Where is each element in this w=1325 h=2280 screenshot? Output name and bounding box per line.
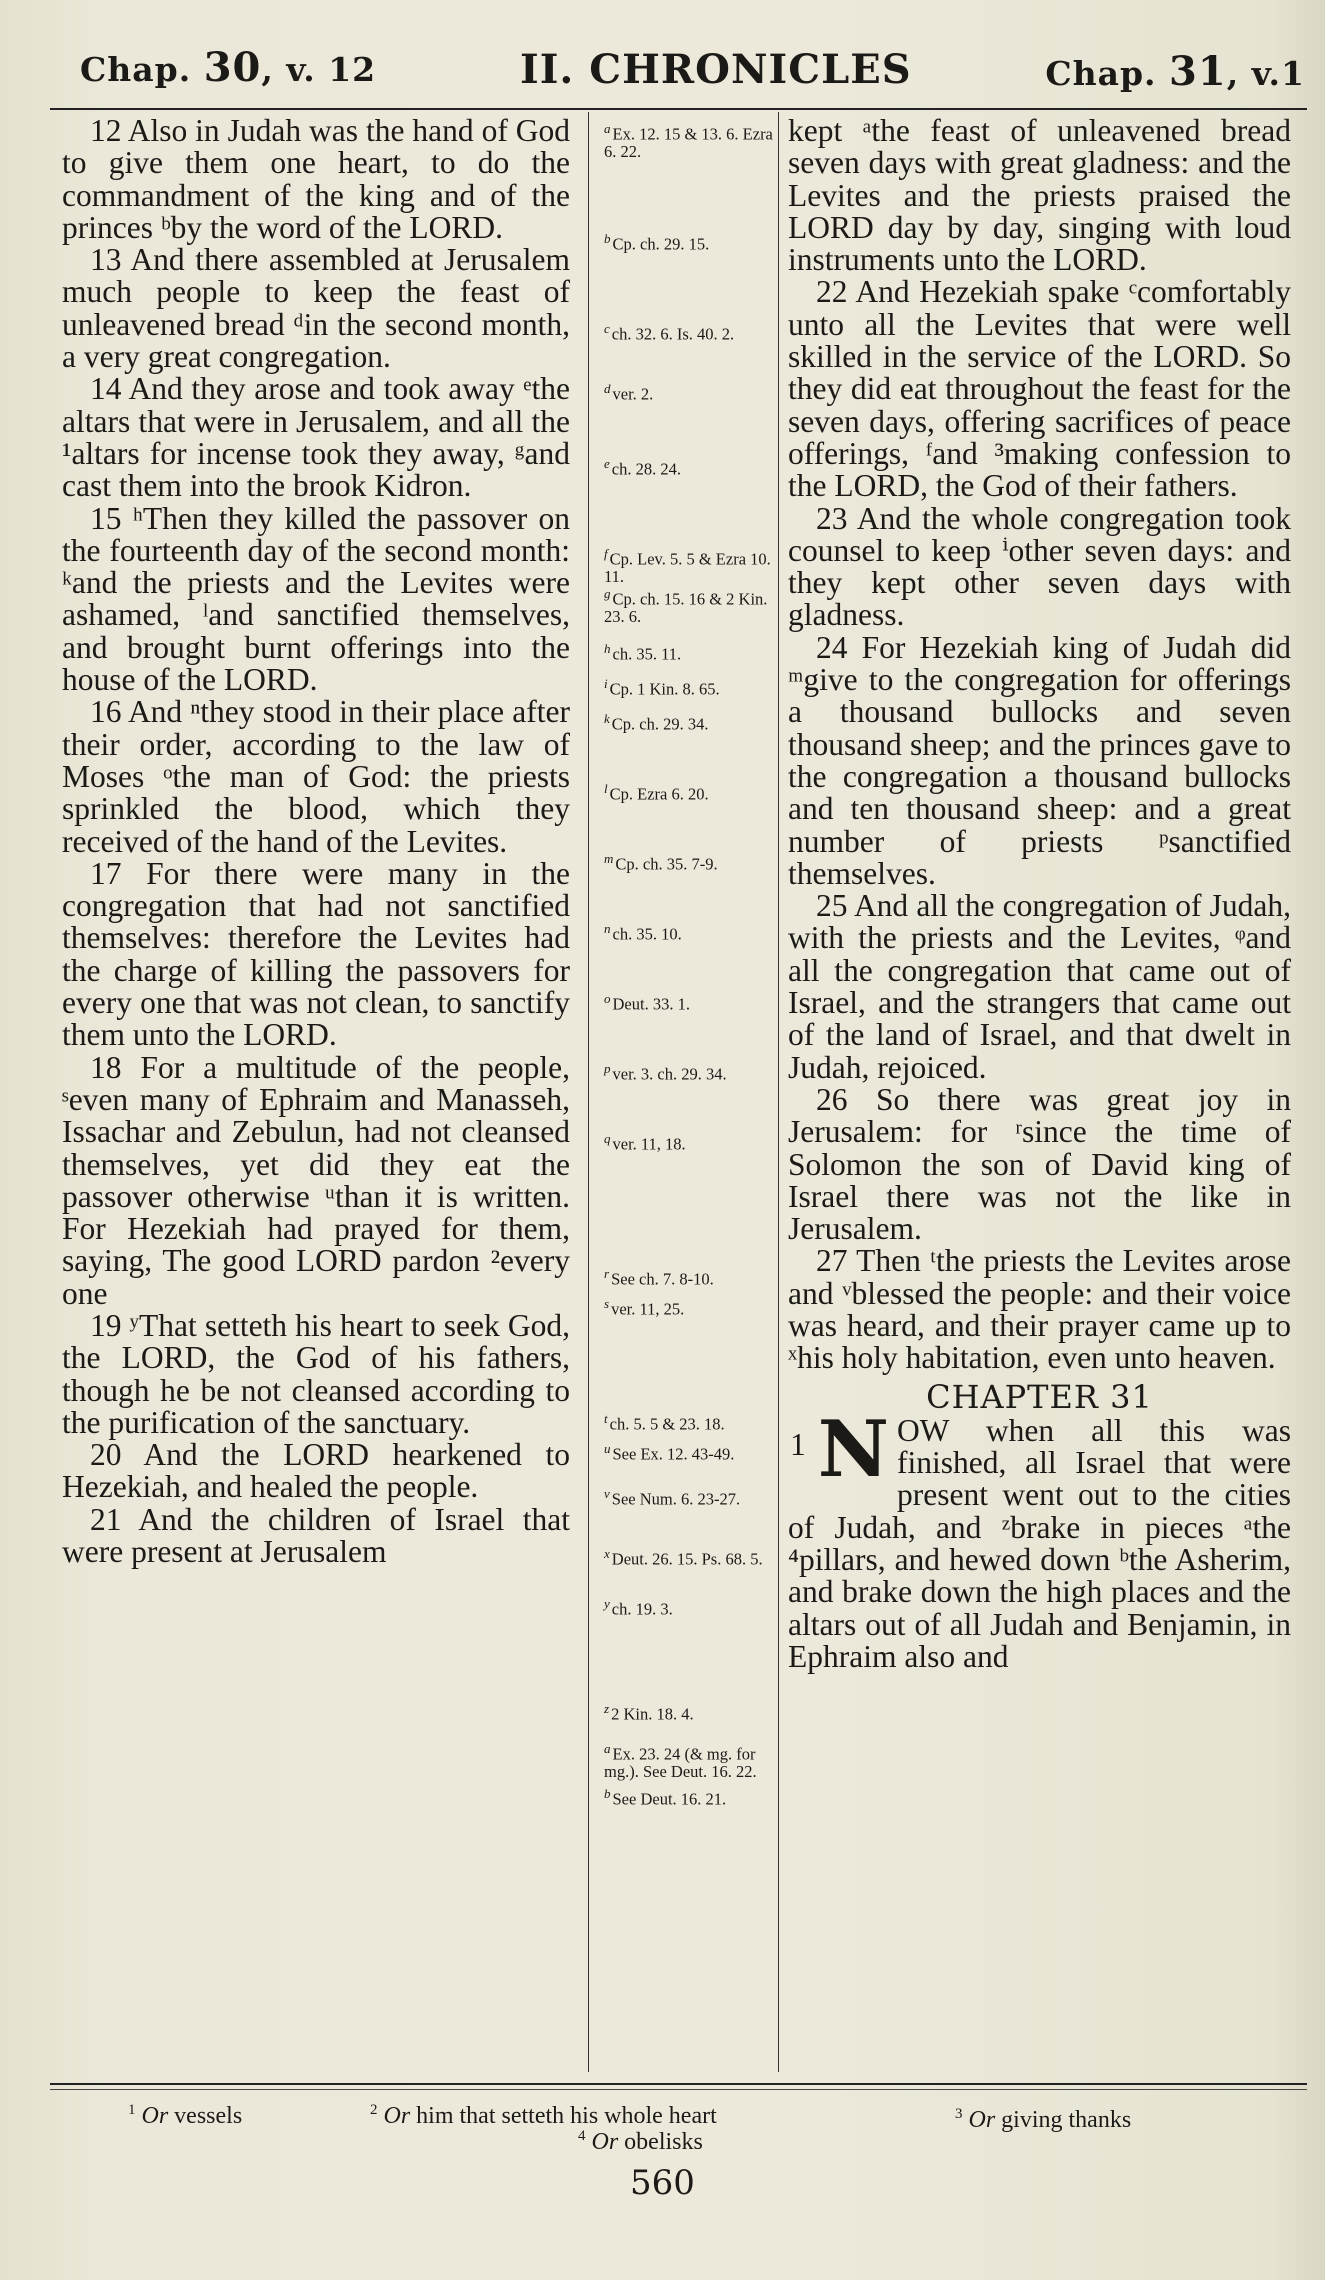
cross-reference-mark: c — [604, 321, 610, 336]
cross-reference-mark: e — [604, 456, 610, 471]
cross-reference-text: ch. 35. 11. — [612, 644, 682, 664]
cross-reference-text: ver. 11, 18. — [612, 1134, 686, 1154]
footnote-4: $^4$ Or obelisks — [578, 2128, 703, 2155]
verse — [62, 855, 570, 1053]
cross-reference-text: Deut. 26. 15. Ps. 68. 5. — [611, 1549, 763, 1569]
running-header — [80, 38, 1305, 108]
cross-reference — [604, 455, 774, 478]
verse — [788, 500, 1291, 633]
verse-number: 24 — [816, 629, 848, 665]
verse — [788, 890, 1291, 1084]
cross-reference-text: ver. 11, 25. — [611, 1299, 685, 1319]
footnotes — [0, 2098, 1325, 2158]
chapter-heading: CHAPTER 31 — [926, 1377, 1153, 1416]
chapter31-verse-1 — [788, 1403, 1291, 1674]
verse-number: 13 — [90, 242, 122, 278]
cross-reference — [604, 380, 774, 403]
cross-reference-mark: y — [604, 1596, 610, 1611]
cross-reference — [604, 710, 774, 733]
header-right-reference: Chap. 31, v.1 — [1045, 48, 1305, 95]
page-number: 560 — [630, 2163, 695, 2203]
cross-reference — [604, 920, 774, 943]
cross-reference — [604, 1060, 774, 1083]
verse-text: And all the congregation of Judah, with the priests and the Levites, ᵠand all the congregation that came out of Israel, and the strangers that came out of the land of Israel, and that dwelt in Judah, rejoiced. — [788, 888, 1292, 1085]
cross-reference-text: Cp. ch. 29. 34. — [611, 714, 709, 734]
verse-number: 22 — [816, 274, 848, 310]
cross-reference-mark: k — [604, 711, 610, 726]
cross-reference-text: Cp. Ezra 6. 20. — [609, 784, 709, 804]
right-text-column — [788, 115, 1291, 2075]
verse-text: So there was great joy in Jerusalem: for ʳsince the time of Solomon the son of David king of Israel there was not the like in Jerusalem. — [788, 1081, 1292, 1247]
cross-reference-text: Cp. ch. 35. 7-9. — [615, 854, 718, 874]
cross-reference-mark: t — [604, 1411, 608, 1426]
verse — [62, 696, 570, 857]
cross-reference — [604, 1545, 774, 1568]
verse-number: 20 — [90, 1437, 122, 1473]
cross-reference — [604, 1440, 774, 1463]
cross-reference-text: Cp. Lev. 5. 5 & Ezra 10. 11. — [604, 549, 771, 586]
cross-reference-text: ch. 28. 24. — [611, 459, 681, 479]
column-divider-left — [588, 112, 589, 2072]
cross-reference — [604, 990, 774, 1013]
verse — [788, 115, 1291, 276]
cross-reference-mark: g — [604, 586, 611, 601]
verse-text: ʸThat setteth his heart to seek God, the LORD, the God of his fathers, though he be not cleansed according to the purification of the sanctuary. — [62, 1307, 570, 1440]
cross-reference-text: ch. 35. 10. — [612, 924, 682, 944]
cross-reference-text: Ex. 23. 24 (& mg. for mg.). See Deut. 16. 22. — [604, 1744, 757, 1781]
verse-text: ʰThen they killed the passover on the fourteenth day of the second month: ᵏand the priests and the Levites were ashamed, ˡand sanctified themselves, and brought burnt offerings into the house of the LORD. — [62, 500, 571, 698]
cross-reference — [604, 675, 774, 698]
cross-reference-mark: p — [604, 1061, 611, 1076]
verse-text: And there assembled at Jerusalem much people to keep the feast of unleavened bread ᵈin the second month, a very great congregation. — [62, 242, 570, 375]
footnote-1: $^1$ Or vessels — [128, 2102, 243, 2129]
verse — [62, 373, 570, 502]
verse-text: And the whole congregation took counsel to keep ⁱother seven days: and they kept other seven days with gladness. — [788, 500, 1291, 633]
cross-reference-mark: o — [604, 991, 611, 1006]
footer-rule-thin — [50, 2089, 1307, 2090]
cross-reference-mark: v — [604, 1486, 610, 1501]
cross-reference-text: 2 Kin. 18. 4. — [611, 1704, 694, 1724]
cross-reference-mark: a — [604, 121, 611, 136]
cross-reference-mark: b — [604, 1786, 611, 1801]
verse-text: For there were many in the congregation that had not sanctified themselves: therefore the Levites had the charge of killing the passovers for every one that was not clean, to sanctify them unto the LORD. — [62, 855, 570, 1053]
column-divider-right — [778, 112, 779, 2072]
verse-text: Then ᵗthe priests the Levites arose and ᵛblessed the people: and their voice was heard, and their prayer came up to ˣhis holy habitation, even unto heaven. — [788, 1243, 1291, 1376]
cross-reference-text: Cp. ch. 15. 16 & 2 Kin. 23. 6. — [604, 589, 768, 626]
cross-reference-mark: h — [604, 641, 611, 656]
verse-text: OW when all this was finished, all Israel that were present went out to the cities of Judah, and ᶻbrake in pieces ᵃthe ⁴pillars, and hewed down ᵇthe Asherim, and brake down the high places and the altars out of all Judah and Benjamin, in Ephraim also and — [788, 1412, 1291, 1674]
cross-reference-text: ver. 3. ch. 29. 34. — [612, 1064, 727, 1084]
cross-reference-mark: b — [604, 231, 611, 246]
verse — [62, 500, 571, 698]
drop-cap: N — [817, 1403, 890, 1495]
cross-reference — [604, 1785, 774, 1808]
cross-reference — [604, 780, 774, 803]
cross-reference-text: See Ex. 12. 43-49. — [612, 1444, 735, 1464]
cross-reference-text: ver. 2. — [612, 384, 654, 404]
cross-reference — [604, 320, 774, 343]
verse-number: 23 — [816, 500, 848, 536]
verse — [62, 1439, 570, 1504]
cross-reference-mark: f — [604, 546, 608, 561]
verse-number: 12 — [90, 113, 122, 148]
verse-text: And the LORD hearkened to Hezekiah, and healed the people. — [62, 1437, 570, 1505]
verse-number: 21 — [90, 1501, 122, 1537]
cross-reference — [604, 1740, 774, 1780]
cross-reference-text: ch. 32. 6. Is. 40. 2. — [611, 324, 735, 344]
verse-number: 25 — [816, 888, 848, 924]
cross-reference-mark: r — [604, 1266, 610, 1281]
header-rule — [50, 108, 1307, 110]
cross-reference-text: See Deut. 16. 21. — [612, 1789, 727, 1809]
cross-reference — [604, 230, 774, 253]
verse-number: 15 — [90, 500, 122, 536]
cross-reference-text: See Num. 6. 23-27. — [611, 1489, 741, 1509]
verse-text: And they arose and took away ᵉthe altars that were in Jerusalem, and all the ¹altars for incense took they away, ᵍand cast them into the brook Kidron. — [62, 371, 570, 504]
verse-text: kept ᵃthe feast of unleavened bread seven days with great gladness: and the Levites and the priests praised the LORD day by day, singing with loud instruments unto the LORD. — [788, 113, 1291, 278]
verse — [62, 115, 570, 244]
cross-reference-mark: s — [604, 1296, 610, 1311]
cross-reference-text: ch. 19. 3. — [611, 1599, 673, 1619]
cross-reference-mark: x — [604, 1546, 610, 1561]
cross-reference-text: Cp. 1 Kin. 8. 65. — [609, 679, 720, 699]
cross-reference-mark: a — [604, 1741, 611, 1756]
cross-reference-text: Cp. ch. 29. 15. — [612, 234, 710, 254]
verse — [62, 1307, 570, 1440]
cross-reference — [604, 1410, 774, 1433]
verse-text: And the children of Israel that were present at Jerusalem — [62, 1501, 570, 1570]
verse-number: 1 — [790, 1426, 806, 1462]
cross-reference-mark: m — [604, 851, 614, 866]
verse — [62, 1501, 570, 1570]
verse-text: For a multitude of the people, ˢeven many of Ephraim and Manasseh, Issachar and Zebulun, had not cleansed themselves, yet did they eat the passover otherwise ᵘthan it is written. For Hezekiah had prayed for them, saying, The good LORD pardon ²every one — [62, 1049, 571, 1311]
verse-text: And ⁿthey stood in their place after their order, according to the law of Moses ᵒthe man of God: the priests sprinkled the blood, which they received of the hand of the Levites. — [62, 694, 570, 859]
cross-reference-mark: u — [604, 1441, 611, 1456]
cross-reference — [604, 120, 774, 160]
header-left-reference: Chap. 30, v. 12 — [80, 44, 377, 91]
verse-text: Also in Judah was the hand of God to give them one heart, to do the commandment of the king and of the princes ᵇby the word of the LORD. — [62, 113, 570, 245]
cross-reference — [604, 1130, 774, 1153]
left-text-column — [62, 115, 570, 2075]
footnote-3: $^3$ Or giving thanks — [955, 2106, 1132, 2133]
cross-reference-mark: z — [604, 1701, 610, 1716]
cross-reference — [604, 1700, 774, 1723]
cross-reference — [604, 1485, 774, 1508]
cross-reference-mark: n — [604, 921, 611, 936]
verse-number: 19 — [90, 1307, 122, 1343]
cross-reference — [604, 1265, 774, 1288]
cross-reference-mark: d — [604, 381, 611, 396]
verse — [788, 276, 1291, 502]
verse-number: 14 — [90, 371, 122, 407]
verse-number: 27 — [816, 1243, 848, 1279]
cross-reference — [604, 545, 774, 585]
cross-reference — [604, 640, 774, 663]
verse — [788, 629, 1291, 891]
cross-reference-text: Deut. 33. 1. — [612, 994, 690, 1014]
verse — [62, 1049, 571, 1311]
cross-reference — [604, 585, 774, 625]
verse — [788, 1081, 1292, 1247]
verse — [788, 1245, 1291, 1374]
verse-text: For Hezekiah king of Judah did ᵐgive to the congregation for offerings a thousand bullocks and seven thousand sheep; and the princes gave to the congregation a thousand bullocks and ten thousand sheep: and a great number of priests ᵖsanctified themselves. — [788, 629, 1291, 891]
cross-reference-mark: q — [604, 1131, 611, 1146]
verse-number: 18 — [90, 1049, 122, 1085]
right-verses — [788, 115, 1291, 1375]
cross-reference-text: See ch. 7. 8-10. — [611, 1269, 714, 1289]
cross-reference-column — [596, 120, 774, 2070]
footnote-2: $^2$ Or him that setteth his whole heart — [370, 2102, 717, 2129]
verse-number: 26 — [816, 1081, 848, 1117]
cross-reference-text: ch. 5. 5 & 23. 18. — [609, 1414, 725, 1434]
cross-reference — [604, 1595, 774, 1618]
cross-reference — [604, 850, 774, 873]
verse-number: 16 — [90, 694, 122, 730]
cross-reference — [604, 1295, 774, 1318]
verse-text: And Hezekiah spake ᶜcomfortably unto all the Levites that were well skilled in the service of the LORD. So they did eat throughout the feast for the seven days, offering sacrifices of peace offerings, ᶠand ³making confession to the LORD, the God of their fathers. — [788, 274, 1292, 504]
cross-reference-mark: l — [604, 781, 608, 796]
footer-rule — [50, 2083, 1307, 2085]
cross-reference-mark: i — [604, 676, 608, 691]
book-title: II. CHRONICLES — [520, 46, 912, 93]
cross-reference-text: Ex. 12. 15 & 13. 6. Ezra 6. 22. — [604, 124, 773, 161]
verse — [62, 244, 570, 373]
verse-number: 17 — [90, 855, 122, 891]
